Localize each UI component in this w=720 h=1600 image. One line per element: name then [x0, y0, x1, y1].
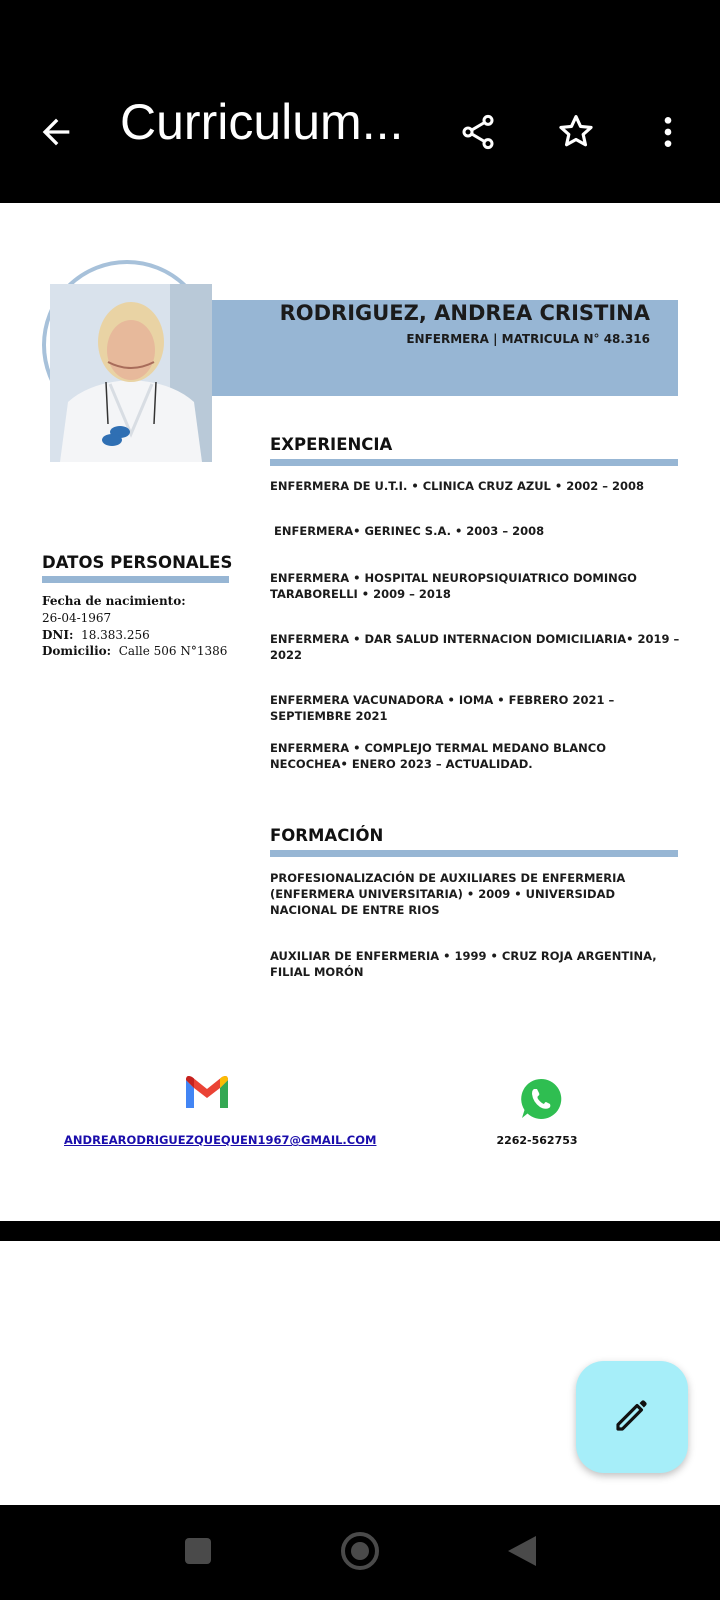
datos-personales-divider [42, 576, 229, 583]
document-bottom-band [0, 1221, 720, 1241]
formacion-title: FORMACIÓN [270, 826, 384, 845]
resume-name: RODRIGUEZ, ANDREA CRISTINA [279, 301, 650, 325]
birthdate-value: 26-04-1967 [42, 611, 112, 625]
experience-item: ENFERMERA VACUNADORA • IOMA • FEBRERO 2021 – SEPTIEMBRE 2021 [270, 693, 615, 723]
dni-row: DNI: 18.383.256 [42, 628, 150, 642]
edit-pencil-icon [611, 1394, 653, 1440]
domicilio-row: Domicilio: Calle 506 N°1386 [42, 644, 228, 658]
phone-number: 2262-562753 [496, 1134, 578, 1147]
more-vert-icon[interactable] [642, 106, 694, 158]
whatsapp-icon [518, 1076, 564, 1122]
email-link[interactable]: ANDREARODRIGUEZQUEQUEN1967@GMAIL.COM [64, 1133, 377, 1147]
education-item: PROFESIONALIZACIÓN DE AUXILIARES DE ENFERMERIA (ENFERMERA UNIVERSITARIA) • 2009 • UNIVERSIDAD NACIONAL DE ENTRE RIOS [270, 871, 626, 917]
resume-subtitle: ENFERMERA | MATRICULA N° 48.316 [406, 332, 650, 346]
experience-item: ENFERMERA • DAR SALUD INTERNACION DOMICILIARIA• 2019 – 2022 [270, 632, 680, 662]
experience-item: ENFERMERA • HOSPITAL NEUROPSIQUIATRICO DOMINGO TARABORELLI • 2009 – 2018 [270, 571, 637, 601]
experiencia-divider [270, 459, 678, 466]
education-item: AUXILIAR DE ENFERMERIA • 1999 • CRUZ ROJA ARGENTINA, FILIAL MORÓN [270, 949, 657, 979]
birthdate-label: Fecha de nacimiento: [42, 594, 186, 608]
system-nav-bar [0, 1505, 720, 1600]
edit-fab-button[interactable] [576, 1361, 688, 1473]
gmail-icon [182, 1072, 232, 1112]
experience-item: ENFERMERA• GERINEC S.A. • 2003 – 2008 [270, 524, 545, 538]
experience-item: ENFERMERA • COMPLEJO TERMAL MEDANO BLANCO NECOCHEA• ENERO 2023 – ACTUALIDAD. [270, 741, 607, 771]
app-title: Curriculum... [120, 94, 404, 150]
experiencia-title: EXPERIENCIA [270, 435, 393, 454]
formacion-divider [270, 850, 678, 857]
back-triangle-icon[interactable] [502, 1531, 542, 1571]
app-bar [0, 0, 720, 203]
profile-photo [50, 284, 212, 462]
back-arrow-icon[interactable] [30, 106, 82, 158]
home-circle-icon[interactable] [338, 1529, 382, 1573]
star-icon[interactable] [550, 106, 602, 158]
datos-personales-title: DATOS PERSONALES [42, 553, 233, 572]
experience-item: ENFERMERA DE U.T.I. • CLINICA CRUZ AZUL • 2002 – 2008 [270, 479, 644, 493]
recents-square-icon[interactable] [178, 1531, 218, 1571]
share-icon[interactable] [452, 106, 504, 158]
